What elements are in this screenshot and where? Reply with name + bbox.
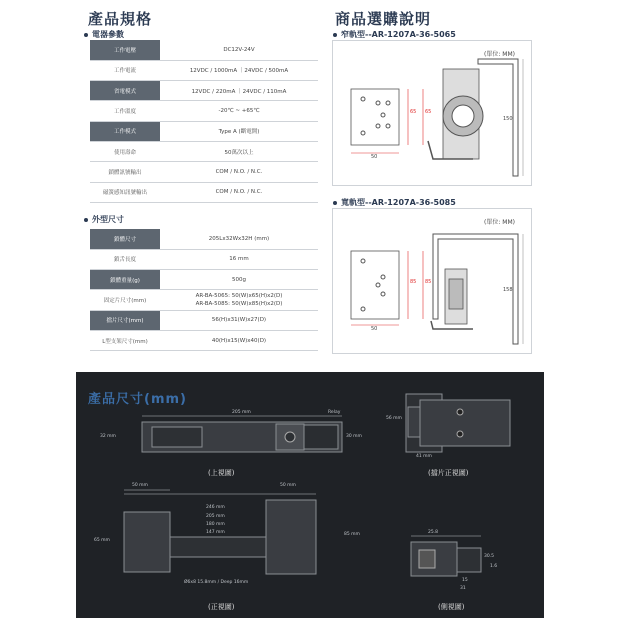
front-left-w: 50 mm xyxy=(132,483,148,488)
spec-row xyxy=(90,101,318,121)
dimensions-panel xyxy=(76,372,544,618)
front-left-h: 65 mm xyxy=(94,538,110,543)
spec-key: 工作溫度 xyxy=(90,101,160,121)
electrical-spec-table xyxy=(90,40,318,203)
front-caption: (正視圖) xyxy=(208,603,235,611)
wide-dim-h2: 85 xyxy=(425,279,432,285)
spec-key: 工作電流 xyxy=(90,60,160,80)
spec-value: 56(H)x31(W)x27(D) xyxy=(160,310,318,330)
wide-heading-label: 寬軌型--AR-1207A-36-5085 xyxy=(341,198,456,207)
bullet-icon xyxy=(333,33,337,37)
spec-key: 省電模式 xyxy=(90,81,160,101)
front-d4: 147 mm xyxy=(206,530,225,535)
selection-title: 商品選購說明 xyxy=(335,10,432,28)
spec-row xyxy=(90,330,318,350)
spec-value: 40(H)x15(W)x40(D) xyxy=(160,330,318,350)
narrow-dim-w: 50 xyxy=(371,154,378,160)
spec-row xyxy=(90,162,318,182)
narrow-unit: (單位: MM) xyxy=(484,51,515,58)
front-d1: 246 mm xyxy=(206,505,225,510)
stopper-height: 56 mm xyxy=(386,416,402,421)
spec-key: 固定片尺寸(mm) xyxy=(90,290,160,310)
spec-key: 鎖舌長度 xyxy=(90,249,160,269)
front-d2: 205 mm xyxy=(206,514,225,519)
spec-key: L型支架尺寸(mm) xyxy=(90,330,160,350)
spec-key: 鎖體訊號輸出 xyxy=(90,162,160,182)
bullet-icon xyxy=(84,218,88,222)
spec-row xyxy=(90,40,318,60)
wide-diagram xyxy=(332,208,532,354)
top-view-caption: (上視圖) xyxy=(208,469,235,477)
side-b1: 15 xyxy=(462,578,468,583)
spec-value: COM / N.O. / N.C. xyxy=(160,182,318,202)
electrical-heading-label: 電器參數 xyxy=(92,30,124,39)
stopper-width: 41 mm xyxy=(416,454,432,459)
spec-key: 鎖體重量(g) xyxy=(90,270,160,290)
spec-row xyxy=(90,182,318,202)
narrow-dim-h2: 65 xyxy=(425,109,432,115)
spec-row xyxy=(90,141,318,161)
narrow-dim-h1: 65 xyxy=(410,109,417,115)
electrical-heading xyxy=(84,29,124,40)
spec-value: 500g xyxy=(160,270,318,290)
spec-key: 鎖體尺寸 xyxy=(90,229,160,249)
wide-dim-w: 50 xyxy=(371,326,378,332)
spec-value: 12VDC / 1000mA ｜24VDC / 500mA xyxy=(160,60,318,80)
specs-title: 產品規格 xyxy=(88,10,153,28)
spec-value: 50萬次以上 xyxy=(160,141,318,161)
bullet-icon xyxy=(333,201,337,205)
front-note: Ø6x8 15.8mm / Deep 16mm xyxy=(184,580,249,585)
narrow-dim-h3: 150 xyxy=(503,116,513,122)
wide-dim-h3: 158 xyxy=(503,287,513,293)
spec-key: 擋片尺寸(mm) xyxy=(90,310,160,330)
side-caption: (側視圖) xyxy=(438,603,465,611)
spec-value: 205Lx32Wx32H (mm) xyxy=(160,229,318,249)
spec-value: 12VDC / 220mA ｜24VDC / 110mA xyxy=(160,81,318,101)
spec-row xyxy=(90,81,318,101)
top-view-length: 205 mm xyxy=(232,410,251,415)
narrow-heading xyxy=(333,29,456,40)
physical-heading xyxy=(84,214,124,225)
spec-row xyxy=(90,249,318,269)
narrow-heading-label: 窄軌型--AR-1207A-36-5065 xyxy=(341,30,456,39)
physical-heading-label: 外型尺寸 xyxy=(92,215,124,224)
wide-heading xyxy=(333,197,456,208)
side-b2: 31 xyxy=(460,586,466,591)
spec-value xyxy=(160,290,318,310)
spec-value-line: AR-BA-5085: 50(W)x85(H)x2(D) xyxy=(195,301,283,308)
spec-key: 使用壽命 xyxy=(90,141,160,161)
spec-value-line: AR-BA-5065: 50(W)x65(H)x2(D) xyxy=(195,293,283,300)
physical-spec-table xyxy=(90,229,318,351)
side-r2: 1.6 xyxy=(490,564,498,569)
top-view-height-right: 30 mm xyxy=(346,434,362,439)
wide-dim-h1: 85 xyxy=(410,279,417,285)
side-top: 25.8 xyxy=(428,530,439,535)
spec-value: COM / N.O. / N.C. xyxy=(160,162,318,182)
narrow-diagram xyxy=(332,40,532,186)
front-d3: 180 mm xyxy=(206,522,225,527)
bullet-icon xyxy=(84,33,88,37)
spec-row xyxy=(90,60,318,80)
side-r1: 30.5 xyxy=(484,554,495,559)
front-right-w: 50 mm xyxy=(280,483,296,488)
spec-value: DC12V-24V xyxy=(160,40,318,60)
spec-value: 16 mm xyxy=(160,249,318,269)
spec-value: -20℃ ~ +65℃ xyxy=(160,101,318,121)
front-right-h: 85 mm xyxy=(344,532,360,537)
spec-row xyxy=(90,290,318,310)
top-view-relay: Relay xyxy=(328,410,341,415)
stopper-caption: (擋片正視圖) xyxy=(428,469,469,477)
spec-row xyxy=(90,121,318,141)
spec-value: Type A (斷電開) xyxy=(160,121,318,141)
top-view-height-left: 32 mm xyxy=(100,434,116,439)
spec-key: 磁簧感知訊號輸出 xyxy=(90,182,160,202)
spec-key: 工作模式 xyxy=(90,121,160,141)
spec-key: 工作電壓 xyxy=(90,40,160,60)
spec-row xyxy=(90,229,318,249)
spec-row xyxy=(90,270,318,290)
spec-row xyxy=(90,310,318,330)
wide-unit: (單位: MM) xyxy=(484,219,515,226)
dimensions-title: 產品尺寸(mm) xyxy=(88,392,187,407)
